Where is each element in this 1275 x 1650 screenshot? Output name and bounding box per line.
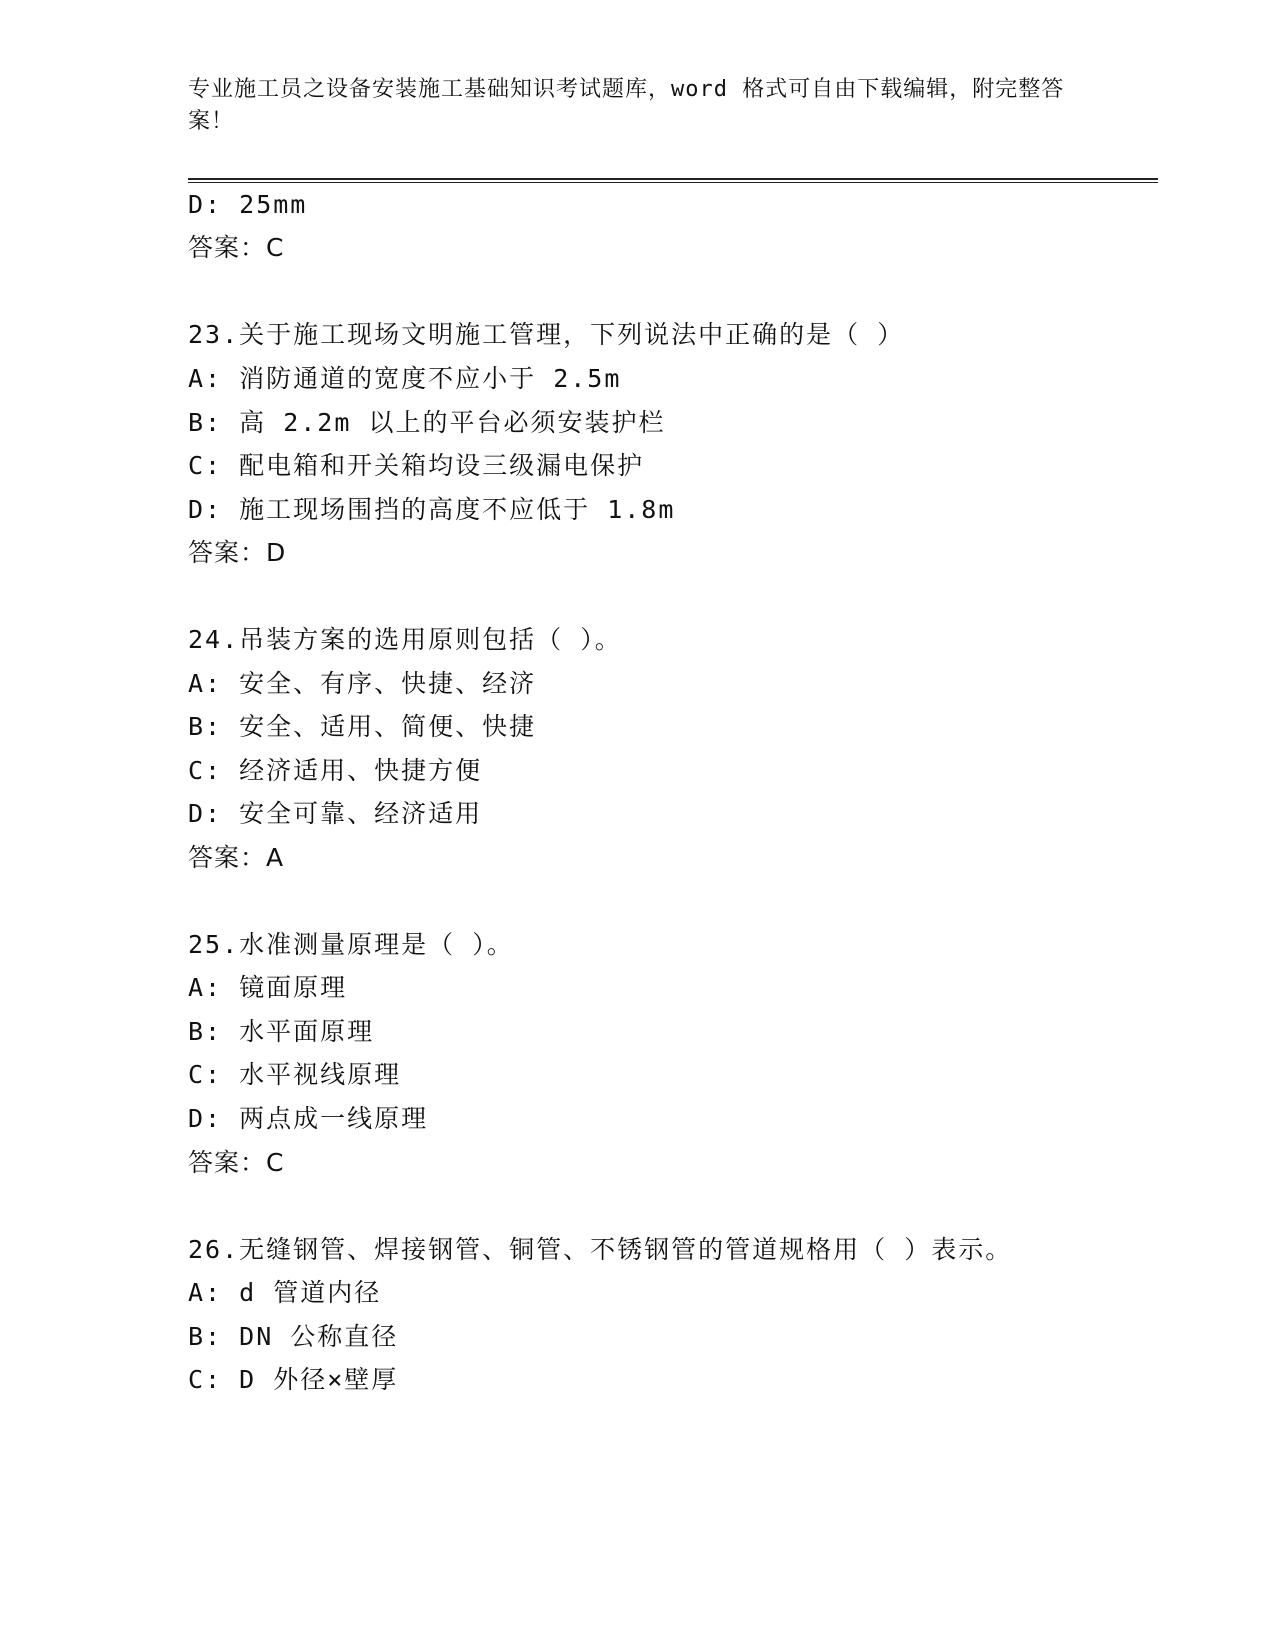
question-26-stem: 26.无缝钢管、焊接钢管、铜管、不锈钢管的管道规格用（ ）表示。 xyxy=(188,1235,1013,1264)
document-title: 专业施工员之设备安装施工基础知识考试题库，word 格式可自由下载编辑，附完整答案！ xyxy=(188,77,1065,134)
question-24-option-b: B: 安全、适用、简便、快捷 xyxy=(188,712,537,741)
question-23-option-d: D: 施工现场围挡的高度不应低于 1.8m xyxy=(188,495,676,524)
question-26-option-c: C: D 外径×壁厚 xyxy=(188,1365,399,1394)
question-23-answer: 答案：D xyxy=(188,538,287,567)
question-23-option-b: B: 高 2.2m 以上的平台必须安装护栏 xyxy=(188,408,666,437)
question-23-stem: 23.关于施工现场文明施工管理，下列说法中正确的是（ ） xyxy=(188,320,905,349)
question-25-option-d: D: 两点成一线原理 xyxy=(188,1104,429,1133)
question-25-option-a: A: 镜面原理 xyxy=(188,973,348,1002)
question-25-option-c: C: 水平视线原理 xyxy=(188,1060,402,1089)
question-26-option-b: B: DN 公称直径 xyxy=(188,1322,399,1351)
question-22-answer: 答案：C xyxy=(188,233,285,262)
question-22-option-d: D: 25mm xyxy=(188,190,308,219)
question-23-option-c: C: 配电箱和开关箱均设三级漏电保护 xyxy=(188,451,645,480)
question-26-option-a: A: d 管道内径 xyxy=(188,1278,382,1307)
question-24-option-d: D: 安全可靠、经济适用 xyxy=(188,799,483,828)
question-24-option-a: A: 安全、有序、快捷、经济 xyxy=(188,669,537,698)
question-25-answer: 答案：C xyxy=(188,1148,285,1177)
question-25-option-b: B: 水平面原理 xyxy=(188,1017,375,1046)
question-24-stem: 24.吊装方案的选用原则包括（ ）。 xyxy=(188,625,622,654)
question-24-option-c: C: 经济适用、快捷方便 xyxy=(188,756,483,785)
header-divider xyxy=(188,178,1158,183)
question-23-option-a: A: 消防通道的宽度不应小于 2.5m xyxy=(188,364,622,393)
question-25-stem: 25.水准测量原理是（ ）。 xyxy=(188,930,514,959)
question-24-answer: 答案：A xyxy=(188,843,285,872)
